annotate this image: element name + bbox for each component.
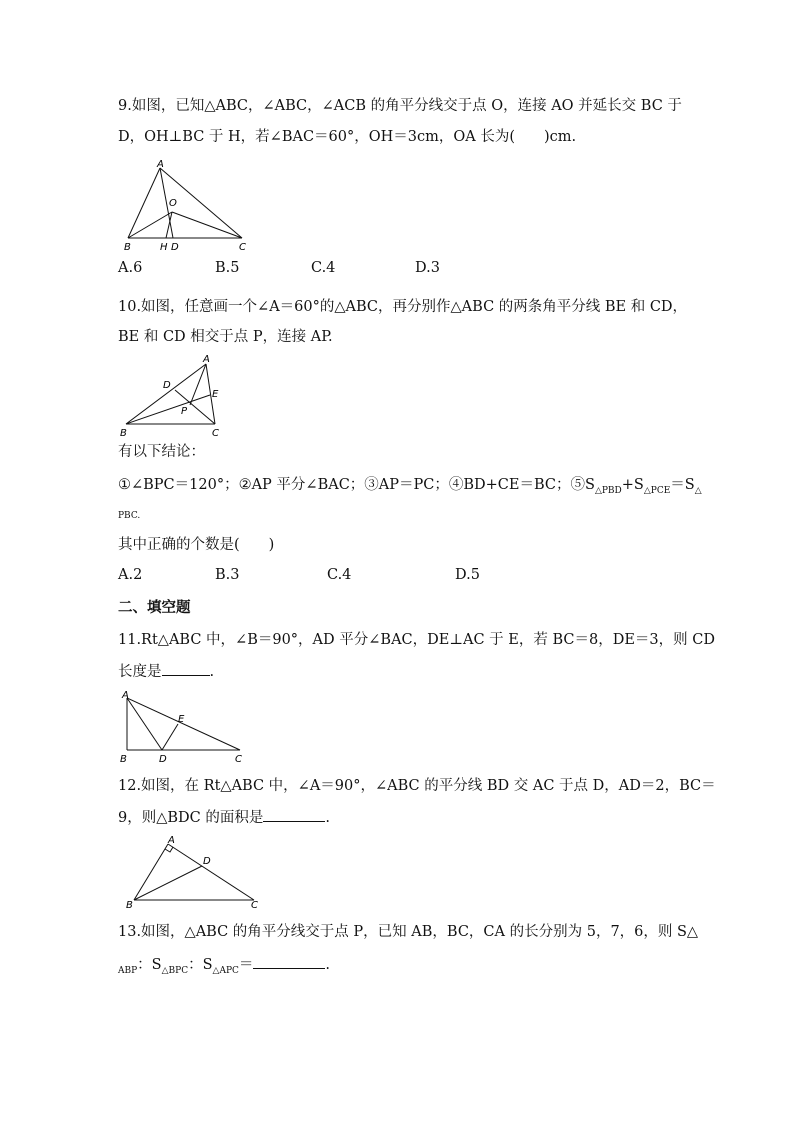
q10-figure: [118, 352, 228, 438]
q11-label-a: A: [122, 690, 129, 701]
q9-text-line2: D，OH⊥BC 于 H，若∠BAC＝60°，OH＝3cm，OA 长为( )cm.: [118, 129, 577, 145]
q9-choice-b: B.5: [215, 260, 240, 276]
q9-label-a: A: [157, 159, 164, 170]
q12-label-d: D: [203, 856, 211, 867]
q13-text-line1: 13.如图，△ABC 的角平分线交于点 P，已知 AB，BC，CA 的长分别为 5，7，6，则 S△: [118, 924, 699, 940]
q11-label-b: B: [120, 754, 127, 765]
q10-text-line1: 10.如图，任意画一个∠A＝60°的△ABC，再分别作△ABC 的两条角平分线 BE 和 CD，: [118, 299, 688, 315]
q10-conclusions: ①∠BPC＝120°；②AP 平分∠BAC；③AP＝PC；④BD+CE＝BC；$⑤S_{\triangle PBD}+S_{\triangle PCE}=S_\triangle$: [118, 477, 702, 496]
q13-answer-blank[interactable]: [253, 954, 325, 969]
q10-choice-a: A.2: [118, 567, 143, 583]
q9-figure: [118, 158, 258, 254]
q10-label-d: D: [163, 380, 171, 391]
q11-label-c: C: [235, 754, 242, 765]
q10-label-b: B: [120, 428, 127, 438]
q10-label-a: A: [203, 354, 210, 365]
q10-conclusion-tail: PBC.: [118, 511, 141, 521]
q10-label-p: P: [181, 406, 188, 417]
q11-figure: [118, 688, 252, 768]
q10-choice-d: D.5: [455, 567, 480, 583]
q10-choice-c: C.4: [327, 567, 352, 583]
q9-choice-c: C.4: [311, 260, 336, 276]
q13-text-line2: $_{ABP}$：$S_{\triangle BPC}$：$S_{\triangle APC}=$ .: [118, 954, 330, 981]
q10-question: 其中正确的个数是( ): [118, 537, 275, 553]
q12-label-c: C: [251, 900, 258, 910]
q9-choice-d: D.3: [415, 260, 440, 276]
q12-text-line1: 12.如图，在 Rt△ABC 中，∠A＝90°，∠ABC 的平分线 BD 交 AC 于点 D，AD＝2，BC＝: [118, 778, 716, 794]
q9-text-line1: 9.如图，已知△ABC，∠ABC，∠ACB 的角平分线交于点 O，连接 AO 并延长交 BC 于: [118, 98, 682, 114]
q11-text-line1: 11.Rt△ABC 中，∠B＝90°，AD 平分∠BAC，DE⊥AC 于 E，若 BC＝8，DE＝3，则 CD: [118, 632, 715, 648]
q9-label-d: D: [171, 242, 179, 253]
q9-choice-a: A.6: [118, 260, 143, 276]
section-title-fill-blank: 二、填空题: [118, 600, 191, 616]
q10-label-e: E: [212, 389, 219, 400]
q11-text-line2: 长度是 .: [118, 661, 214, 682]
q10-label-c: C: [212, 428, 219, 438]
q11-answer-blank[interactable]: [162, 661, 210, 676]
q9-label-o: O: [169, 198, 177, 209]
q10-choice-b: B.3: [215, 567, 240, 583]
q11-label-e: E: [178, 714, 185, 725]
q9-label-h: H: [160, 242, 168, 253]
q12-label-a: A: [168, 835, 175, 846]
q9-label-c: C: [239, 242, 246, 253]
q12-figure: [118, 832, 268, 910]
q12-answer-blank[interactable]: [263, 807, 325, 822]
q11-label-d: D: [159, 754, 167, 765]
q12-text-line2: 9，则△BDC 的面积是 .: [118, 807, 330, 828]
q10-text-line2: BE 和 CD 相交于点 P，连接 AP.: [118, 329, 333, 345]
q12-label-b: B: [126, 900, 133, 910]
q10-conclusions-intro: 有以下结论：: [118, 444, 205, 460]
q9-label-b: B: [124, 242, 131, 253]
